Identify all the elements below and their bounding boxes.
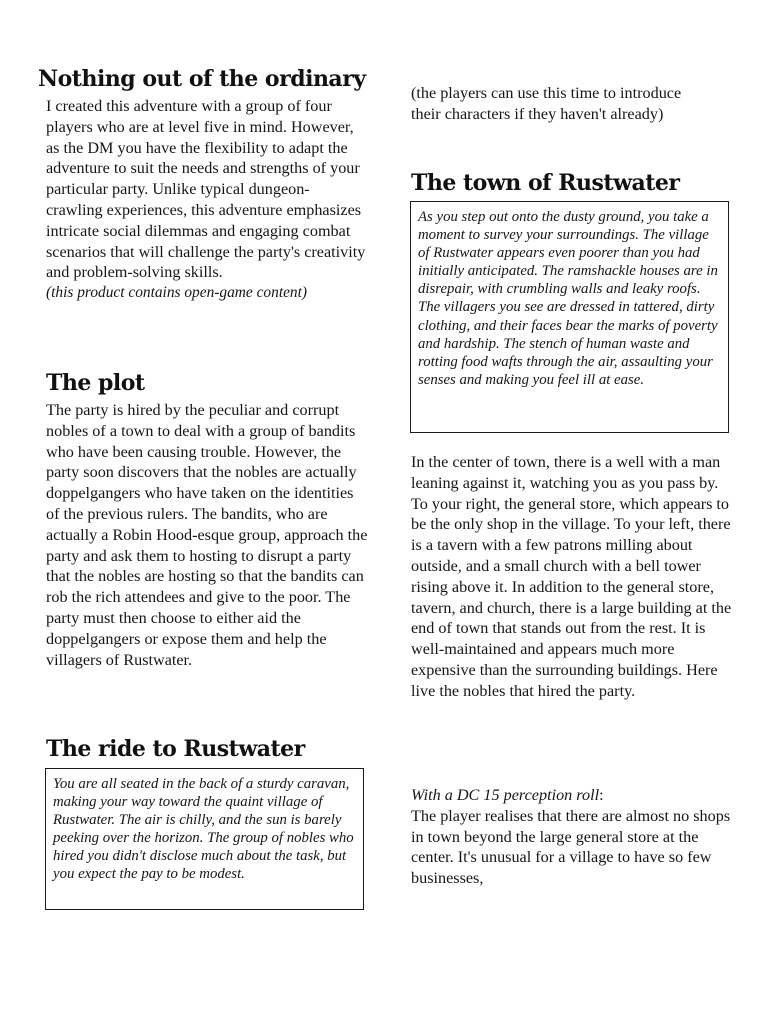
section-heading-the-plot: The plot [46,370,145,396]
open-game-content-note: (this product contains open-game content) [46,284,308,302]
town-description-paragraph: In the center of town, there is a well with a man leaning against it, watching you as you pass by. To your right, the general store, which appears to be the only shop in the village. To your left, there is a tavern with a few patrons milling about outside, and a small church with a bell tower rising above it. In addition to the general store, tavern, and church, there is a large building at the end of town that stands out from the rest. It is well-maintained and appears much more expensive than the surrounding buildings. Here live the nobles that hired the party. [411,453,732,700]
plot-paragraph: The party is hired by the peculiar and corrupt nobles of a town to deal with a group of bandits who have been causing trouble. However, the party soon discovers that the nobles are actually doppelgangers who have taken on the identities of the previous rulers. The bandits, who are actually a Robin Hood-esque group, approach the party and ask them to hosting to disrupt a party that the nobles are hosting so that the bandits can rob the rich attendees and give to the poor. The party must then choose to either aid the doppelgangers or expose them and help the villagers of Rustwater. [46,401,368,669]
intro-paragraph: I created this adventure with a group of four players who are at level five in mind. However, as the DM you have the flexibility to adapt the adventure to suit the needs and strengths of your particular party. Unlike typical dungeon-crawling experiences, this adventure emphasizes intricate social dilemmas and engaging combat scenarios that will challenge the party's creativity and problem-solving skills. [46,97,366,282]
read-aloud-box-town: As you step out onto the dusty ground, you take a moment to survey your surroundings. The village of Rustwater appears even poorer than you had initially anticipated. The ramshackle houses are in disrepair, with crumbling walls and leaky roofs. The villagers you see are dressed in tattered, dirty clothing, and their faces bear the marks of poverty and hardship. The stench of human waste and rotting food wafts through the air, assaulting your senses and making you feel ill at ease. [410,201,729,433]
perception-check-block [411,785,733,889]
perception-check-result: The player realises that there are almost no shops in town beyond the large general store at the center. It's unusual for a village to have so few businesses, [411,806,731,888]
perception-check-label: With a DC 15 perception roll [411,786,600,804]
players-introduce-note: (the players can use this time to introduce their characters if they haven't already) [411,84,682,123]
section-heading-the-town-of-rustwater: The town of Rustwater [411,170,680,196]
section-heading-the-ride-to-rustwater: The ride to Rustwater [46,736,305,762]
perception-check-colon: : [599,786,604,804]
read-aloud-box-ride: You are all seated in the back of a sturdy caravan, making your way toward the quaint village of Rustwater. The air is chilly, and the sun is barely peeking over the horizon. The group of nobles who hired you didn't disclose much about the task, but you expect the pay to be modest. [45,768,364,910]
section-body-intro [46,96,366,304]
section-heading-nothing-out-of-the-ordinary: Nothing out of the ordinary [38,66,366,92]
